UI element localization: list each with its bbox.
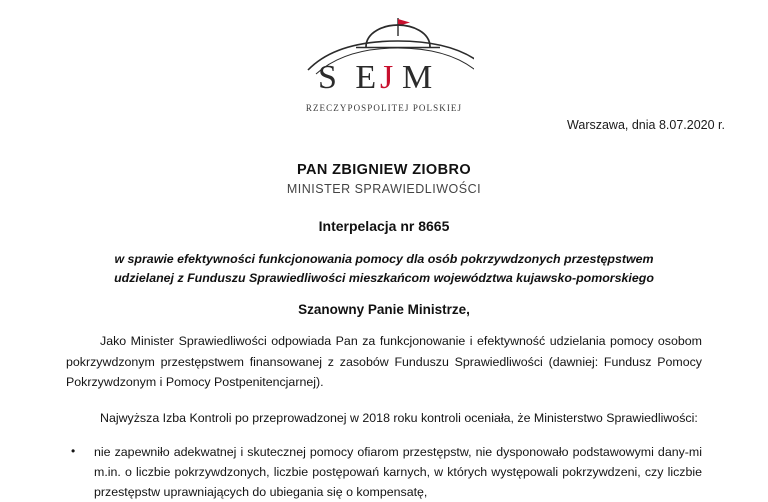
svg-text:S E: S E xyxy=(318,59,382,96)
logo-subtitle: RZECZYPOSPOLITEJ POLSKIEJ xyxy=(305,103,463,113)
salutation: Szanowny Panie Ministrze, xyxy=(298,302,470,318)
place-and-date: Warszawa, dnia 8.07.2020 r. xyxy=(567,118,725,132)
svg-text:M: M xyxy=(402,59,438,96)
sejm-building-logo-icon xyxy=(294,14,474,100)
paragraph: Jako Minister Sprawiedliwości odpowiada Pan za funkcjonowanie i efektywność udzielania pomocy osobom pokrzywdzonym przestępstwem finansowanej z zasobów Funduszu Sprawiedliwości (dawniej: Fundusz Pomocy Pokrzywdzonym i Pomocy Postpenitencjarnej). xyxy=(66,334,702,389)
bullet-list xyxy=(66,442,702,502)
svg-text:J: J xyxy=(380,59,399,96)
sejm-logo-block xyxy=(0,0,768,116)
subject-line-1: w sprawie efektywności funkcjonowania pomocy dla osób pokrzywdzonych przestępstwem xyxy=(114,252,654,266)
body-block xyxy=(66,331,702,427)
logo-wrap xyxy=(294,14,474,113)
document-subject xyxy=(78,250,690,288)
list-item xyxy=(66,442,702,502)
addressee-name: PAN ZBIGNIEW ZIOBRO xyxy=(296,162,472,178)
list-item-text: nie zapewniło adekwatnej i skutecznej pomocy ofiarom przestępstw, nie dysponowało podstawowymi dany-mi m.in. o liczbie pokrzywdzonych, liczbie postępowań karnych, w których występowali pokrzywdzeni, czy liczbie przestępstw uprawniających do ubiegania się o kompensatę, xyxy=(94,444,702,499)
bullet-dot-icon: • xyxy=(71,443,76,458)
addressee-block xyxy=(0,162,768,196)
subject-line-2: udzielanej z Funduszu Sprawiedliwości mieszkańcom województwa kujawsko-pomorskiego xyxy=(114,271,654,286)
addressee-role: MINISTER SPRAWIEDLIWOŚCI xyxy=(286,182,482,196)
paragraph: Najwyższa Izba Kontroli po przeprowadzonej w 2018 roku kontroli oceniała, że Ministerstwo Sprawiedliwości: xyxy=(100,410,698,425)
document-title: Interpelacja nr 8665 xyxy=(318,218,450,234)
